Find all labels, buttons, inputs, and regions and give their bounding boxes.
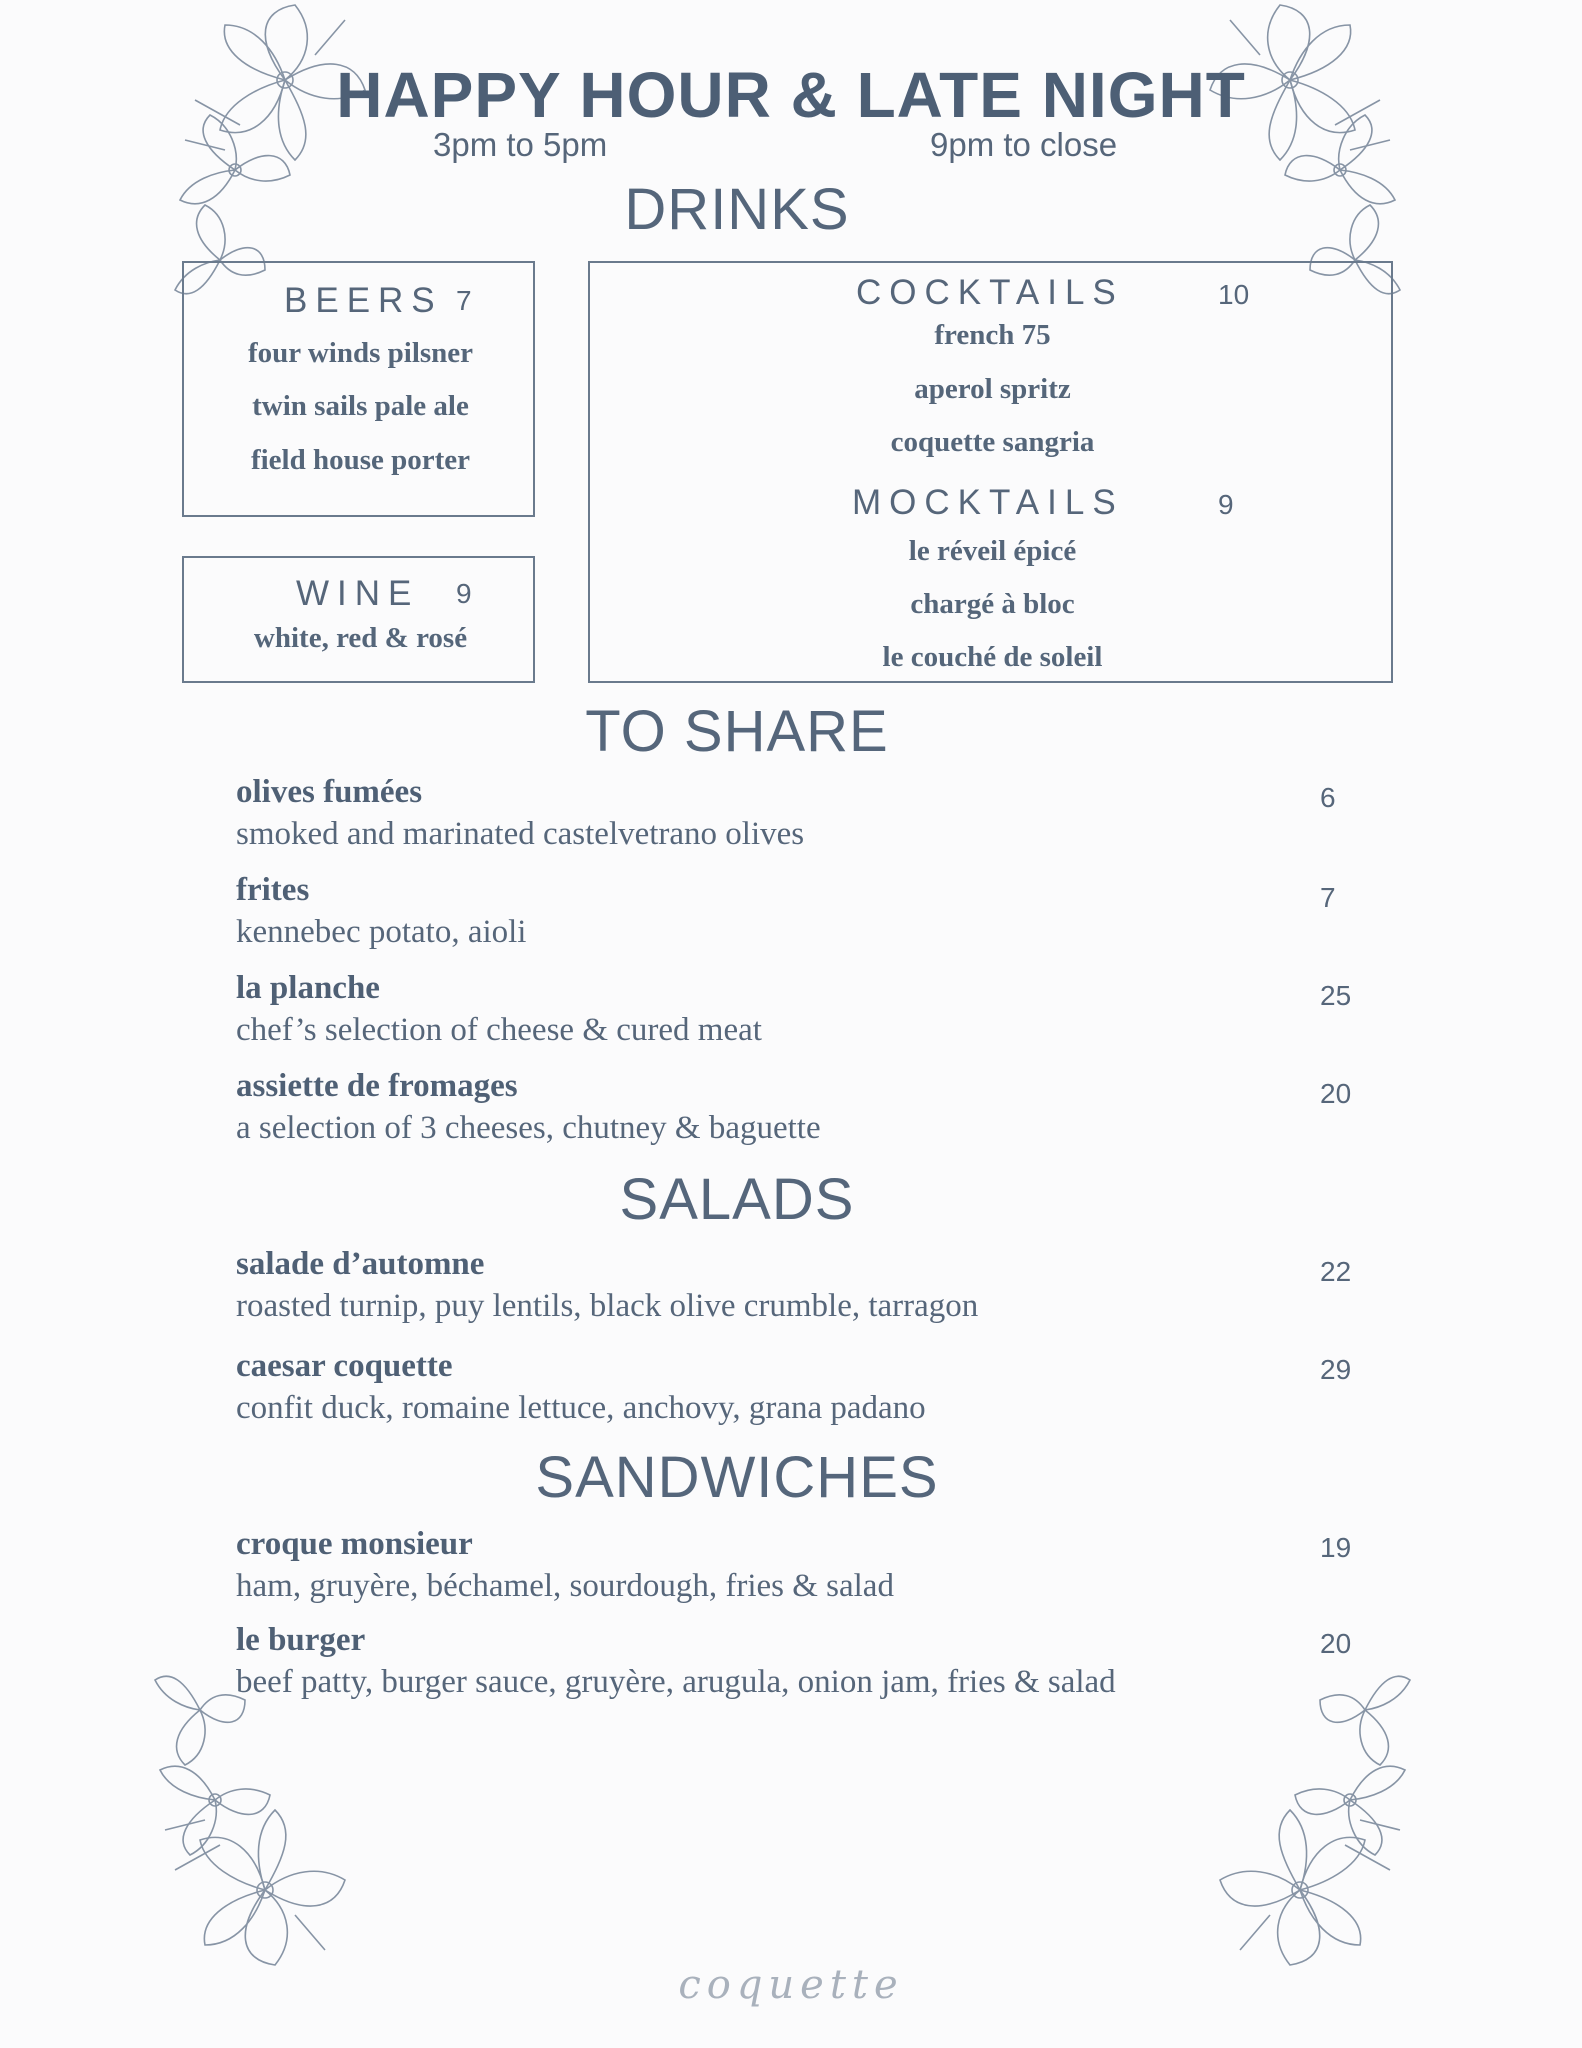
item-description: ham, gruyère, béchamel, sourdough, fries & salad bbox=[236, 1568, 894, 1604]
item-price: 7 bbox=[1320, 882, 1336, 913]
menu-item bbox=[236, 1620, 1366, 1704]
beer-item: twin sails pale ale bbox=[252, 390, 469, 422]
beers-price: 7 bbox=[456, 285, 472, 316]
to-share-heading: TO SHARE bbox=[585, 699, 889, 764]
item-description: a selection of 3 cheeses, chutney & baguette bbox=[236, 1110, 821, 1146]
item-name: frites bbox=[236, 872, 310, 908]
cocktails-title: COCKTAILS bbox=[856, 273, 1124, 312]
page-title: HAPPY HOUR & LATE NIGHT bbox=[336, 59, 1246, 131]
mocktail-item: le couché de soleil bbox=[882, 641, 1103, 673]
wine-item: white, red & rosé bbox=[253, 622, 468, 654]
drinks-heading: DRINKS bbox=[624, 177, 850, 242]
beers-title: BEERS bbox=[284, 281, 443, 320]
item-price: 29 bbox=[1320, 1354, 1352, 1385]
mocktail-item: chargé à bloc bbox=[910, 588, 1075, 620]
menu-item bbox=[236, 870, 1366, 954]
item-description: roasted turnip, puy lentils, black olive crumble, tarragon bbox=[236, 1288, 979, 1324]
item-price: 6 bbox=[1320, 782, 1336, 813]
item-name: la planche bbox=[236, 970, 380, 1006]
menu-item bbox=[236, 1524, 1366, 1608]
wine-box bbox=[182, 556, 535, 683]
sandwiches-heading: SANDWICHES bbox=[535, 1445, 939, 1510]
item-name: croque monsieur bbox=[236, 1526, 473, 1562]
item-description: beef patty, burger sauce, gruyère, arugula, onion jam, fries & salad bbox=[236, 1664, 1116, 1700]
item-price: 20 bbox=[1320, 1628, 1352, 1659]
item-price: 25 bbox=[1320, 980, 1352, 1011]
item-name: le burger bbox=[236, 1622, 366, 1658]
item-name: caesar coquette bbox=[236, 1348, 453, 1384]
item-price: 20 bbox=[1320, 1078, 1352, 1109]
cocktail-item: french 75 bbox=[934, 319, 1051, 351]
item-name: salade d’automne bbox=[236, 1246, 485, 1282]
item-name: assiette de fromages bbox=[236, 1068, 518, 1104]
item-description: confit duck, romaine lettuce, anchovy, grana padano bbox=[236, 1390, 926, 1426]
salads-heading: SALADS bbox=[619, 1167, 855, 1232]
late-night-time: 9pm to close bbox=[930, 126, 1118, 163]
wine-title: WINE bbox=[296, 574, 420, 613]
wine-price: 9 bbox=[456, 578, 472, 609]
menu-item bbox=[236, 1346, 1366, 1430]
item-price: 22 bbox=[1320, 1256, 1352, 1287]
cocktail-item: coquette sangria bbox=[890, 426, 1095, 458]
item-price: 19 bbox=[1320, 1532, 1352, 1563]
mocktails-price: 9 bbox=[1218, 489, 1234, 520]
menu-item bbox=[236, 772, 1366, 856]
item-description: kennebec potato, aioli bbox=[236, 914, 527, 950]
beer-item: field house porter bbox=[250, 444, 471, 476]
cocktail-item: aperol spritz bbox=[914, 373, 1071, 405]
mocktails-title: MOCKTAILS bbox=[852, 483, 1124, 522]
cocktails-price: 10 bbox=[1218, 279, 1250, 310]
menu-item bbox=[236, 1066, 1366, 1150]
item-description: smoked and marinated castelvetrano olives bbox=[236, 816, 805, 852]
beer-item: four winds pilsner bbox=[247, 337, 474, 369]
happy-hour-time: 3pm to 5pm bbox=[433, 126, 608, 163]
mocktail-item: le réveil épicé bbox=[908, 535, 1077, 567]
menu-item bbox=[236, 968, 1366, 1052]
restaurant-signature: coquette bbox=[678, 1962, 904, 2008]
beers-box bbox=[182, 261, 535, 517]
item-name: olives fumées bbox=[236, 774, 423, 810]
item-description: chef’s selection of cheese & cured meat bbox=[236, 1012, 762, 1048]
cocktails-box bbox=[588, 261, 1393, 683]
menu-item bbox=[236, 1244, 1366, 1328]
